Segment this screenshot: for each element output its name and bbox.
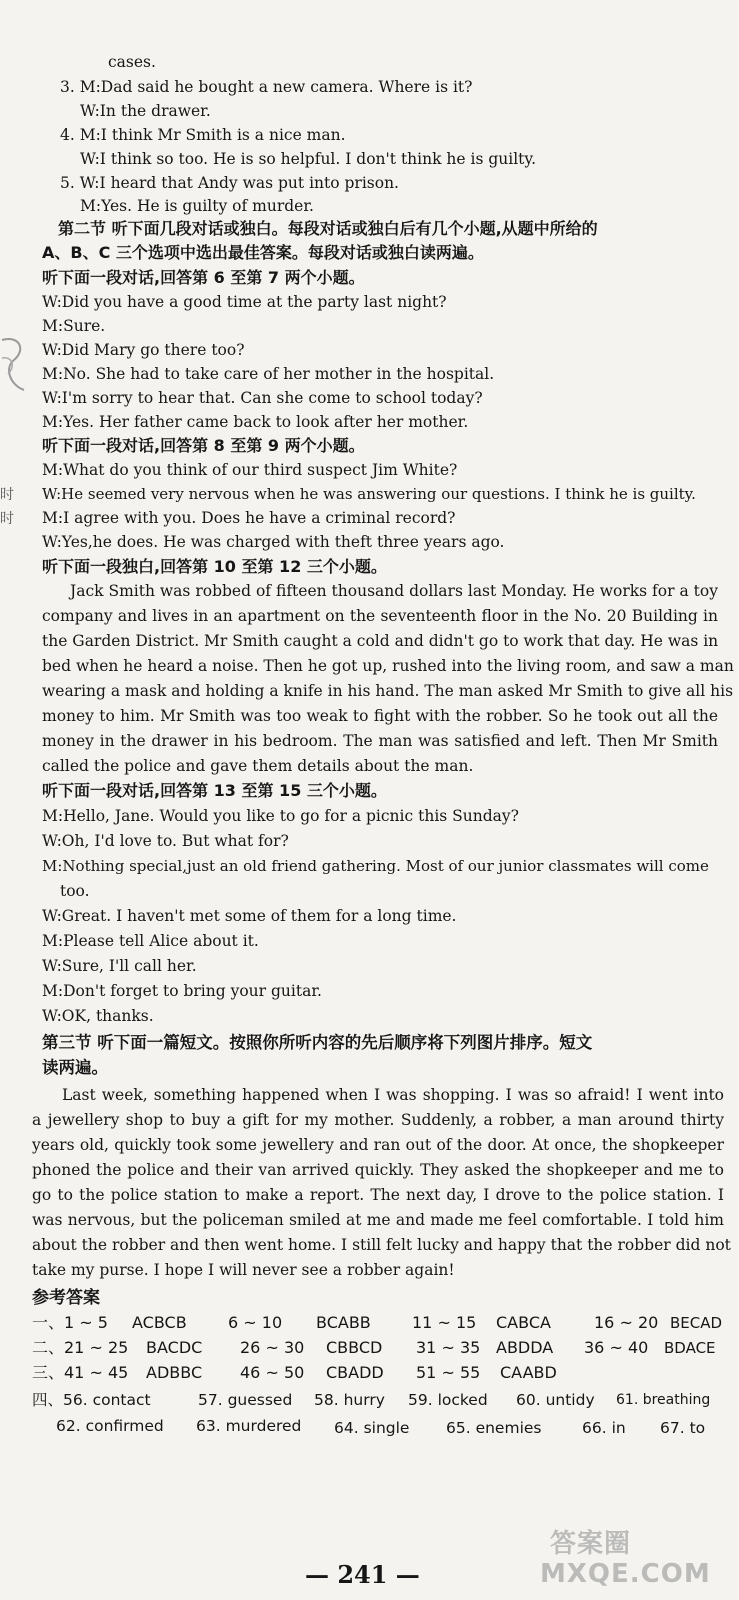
answer-value: BACDC (146, 1338, 203, 1357)
passage-line: wearing a mask and holding a knife in his hand. The man asked Mr Smith to give all his (42, 682, 734, 700)
binding-decoration-icon (0, 330, 28, 400)
passage-line: Last week, something happened when I was shopping. I was so afraid! I went into (62, 1086, 724, 1104)
answer-range: 26 ~ 30 (240, 1338, 305, 1357)
answer-range: 一、1 ~ 5 (32, 1313, 108, 1332)
passage-line: take my purse. I hope I will never see a robber again! (32, 1261, 455, 1279)
answer-value: ABDDA (496, 1338, 554, 1357)
answer-value: BDACE (664, 1339, 716, 1357)
answer-value: CBADD (326, 1363, 384, 1382)
dialogue-instruction: 听下面一段对话,回答第 6 至第 7 两个小题。 (42, 268, 365, 287)
section-heading-continued: A、B、C 三个选项中选出最佳答案。每段对话或独白读两遍。 (42, 243, 484, 262)
passage-line: money to him. Mr Smith was too weak to fight with the robber. So he took out all the (42, 707, 718, 725)
transcript-line: W:Did you have a good time at the party last night? (42, 293, 447, 311)
transcript-line: 5. W:I heard that Andy was put into prison. (60, 174, 399, 192)
passage-line: phoned the police and their van arrived quickly. They asked the shopkeeper and me to (32, 1161, 724, 1179)
answer-range: 11 ~ 15 (412, 1313, 477, 1332)
transcript-line: 3. M:Dad said he bought a new camera. Where is it? (60, 78, 473, 96)
vocab-answer: 58. hurry (314, 1391, 385, 1409)
dialogue-instruction: 听下面一段对话,回答第 8 至第 9 两个小题。 (42, 436, 365, 455)
transcript-line: M:Nothing special,just an old friend gathering. Most of our junior classmates will come (42, 857, 709, 875)
monologue-instruction: 听下面一段独白,回答第 10 至第 12 三个小题。 (42, 557, 387, 576)
answer-value: BCABB (316, 1313, 371, 1332)
vocab-answer: 60. untidy (516, 1391, 595, 1409)
vocab-answer: 67. to (660, 1419, 706, 1437)
edge-mark: 时 (0, 511, 14, 527)
answer-range: 31 ~ 35 (416, 1338, 481, 1357)
watermark-url: MXQE.COM (540, 1559, 711, 1589)
passage-line: about the robber and then went home. I still felt lucky and happy that the robber did not (32, 1236, 731, 1254)
vocab-answer: 四、56. contact (32, 1391, 151, 1409)
transcript-line: M:Sure. (42, 317, 106, 335)
transcript-line: too. (60, 882, 90, 900)
passage-line: the Garden District. Mr Smith caught a cold and didn't go to work that day. He was in (42, 632, 719, 650)
passage-line: called the police and gave them details about the man. (42, 757, 474, 775)
transcript-line: W:Sure, I'll call her. (42, 957, 197, 975)
passage-line: bed when he heard a noise. Then he got up, rushed into the living room, and saw a man (42, 657, 734, 675)
answer-range: 51 ~ 55 (416, 1363, 481, 1382)
page-number: — 241 — (305, 1560, 420, 1589)
transcript-line: cases. (108, 53, 156, 71)
answer-range: 46 ~ 50 (240, 1363, 305, 1382)
vocab-answer: 62. confirmed (56, 1417, 164, 1435)
transcript-line: M:Yes. He is guilty of murder. (80, 197, 314, 215)
transcript-line: M:No. She had to take care of her mother in the hospital. (42, 365, 495, 383)
passage-line: Jack Smith was robbed of fifteen thousand dollars last Monday. He works for a toy (70, 582, 718, 600)
transcript-line: W:Yes,he does. He was charged with theft three years ago. (42, 533, 505, 551)
transcript-line: M:What do you think of our third suspect Jim White? (42, 461, 458, 479)
transcript-line: W:Great. I haven't met some of them for a long time. (42, 907, 457, 925)
transcript-line: W:Did Mary go there too? (42, 341, 245, 359)
vocab-answer: 59. locked (408, 1391, 488, 1409)
transcript-line: W:I'm sorry to hear that. Can she come to school today? (42, 389, 483, 407)
transcript-line: M:Hello, Jane. Would you like to go for a picnic this Sunday? (42, 807, 519, 825)
site-watermark (540, 1523, 730, 1593)
passage-line: years old, quickly took some jewellery and ran out of the door. At once, the shopkeeper (32, 1136, 724, 1154)
passage-line: a jewellery shop to buy a gift for my mother. Suddenly, a robber, a man around thirty (32, 1111, 724, 1129)
transcript-line: W:I think so too. He is so helpful. I don't think he is guilty. (80, 150, 537, 168)
answer-value: CABCA (496, 1313, 551, 1332)
transcript-line: M:I agree with you. Does he have a criminal record? (42, 509, 456, 527)
vocab-answer: 57. guessed (198, 1391, 293, 1409)
transcript-line: W:He seemed very nervous when he was answering our questions. I think he is guilty. (42, 485, 696, 503)
passage-line: was nervous, but the policeman smiled at me and made me feel comfortable. I told him (32, 1211, 724, 1229)
passage-line: company and lives in an apartment on the seventeenth floor in the No. 20 Building in (42, 607, 718, 625)
vocab-answer: 61. breathing (616, 1392, 711, 1408)
vocab-answer: 65. enemies (446, 1419, 542, 1437)
answer-key-heading: 参考答案 (32, 1288, 100, 1308)
answer-range: 三、41 ~ 45 (32, 1363, 129, 1382)
transcript-line: M:Please tell Alice about it. (42, 932, 259, 950)
answer-value: ACBCB (132, 1313, 187, 1332)
passage-line: go to the police station to make a report. The next day, I drove to the police station. I (32, 1186, 724, 1204)
answer-range: 16 ~ 20 (594, 1313, 659, 1332)
answer-range: 6 ~ 10 (228, 1313, 283, 1332)
section-heading: 第三节 听下面一篇短文。按照你所听内容的先后顺序将下列图片排序。短文 (42, 1033, 593, 1052)
vocab-answer: 63. murdered (196, 1417, 302, 1435)
answer-row-1 (32, 1313, 108, 1333)
answer-value: BECAD (670, 1314, 723, 1332)
section-heading: 第二节 听下面几段对话或独白。每段对话或独白后有几个小题,从题中所给的 (58, 219, 598, 238)
answer-range: 二、21 ~ 25 (32, 1338, 129, 1357)
passage-line: money in the drawer in his bedroom. The man was satisfied and left. Then Mr Smith (42, 732, 718, 750)
answer-value: CBBCD (326, 1338, 383, 1357)
transcript-line: 4. M:I think Mr Smith is a nice man. (60, 126, 346, 144)
edge-mark: 时 (0, 487, 14, 503)
watermark-logo-text: 答案圈 (550, 1529, 632, 1559)
transcript-line: W:OK, thanks. (42, 1007, 154, 1025)
vocab-answer: 64. single (334, 1419, 410, 1437)
transcript-line: M:Yes. Her father came back to look after her mother. (42, 413, 469, 431)
transcript-line: W:In the drawer. (80, 102, 211, 120)
transcript-line: W:Oh, I'd love to. But what for? (42, 832, 289, 850)
dialogue-instruction: 听下面一段对话,回答第 13 至第 15 三个小题。 (42, 781, 387, 800)
section-heading-continued: 读两遍。 (42, 1058, 108, 1077)
answer-range: 36 ~ 40 (584, 1338, 649, 1357)
transcript-line: M:Don't forget to bring your guitar. (42, 982, 322, 1000)
answer-value: ADBBC (146, 1363, 203, 1382)
vocab-answer: 66. in (582, 1419, 626, 1437)
answer-value: CAABD (500, 1363, 557, 1382)
